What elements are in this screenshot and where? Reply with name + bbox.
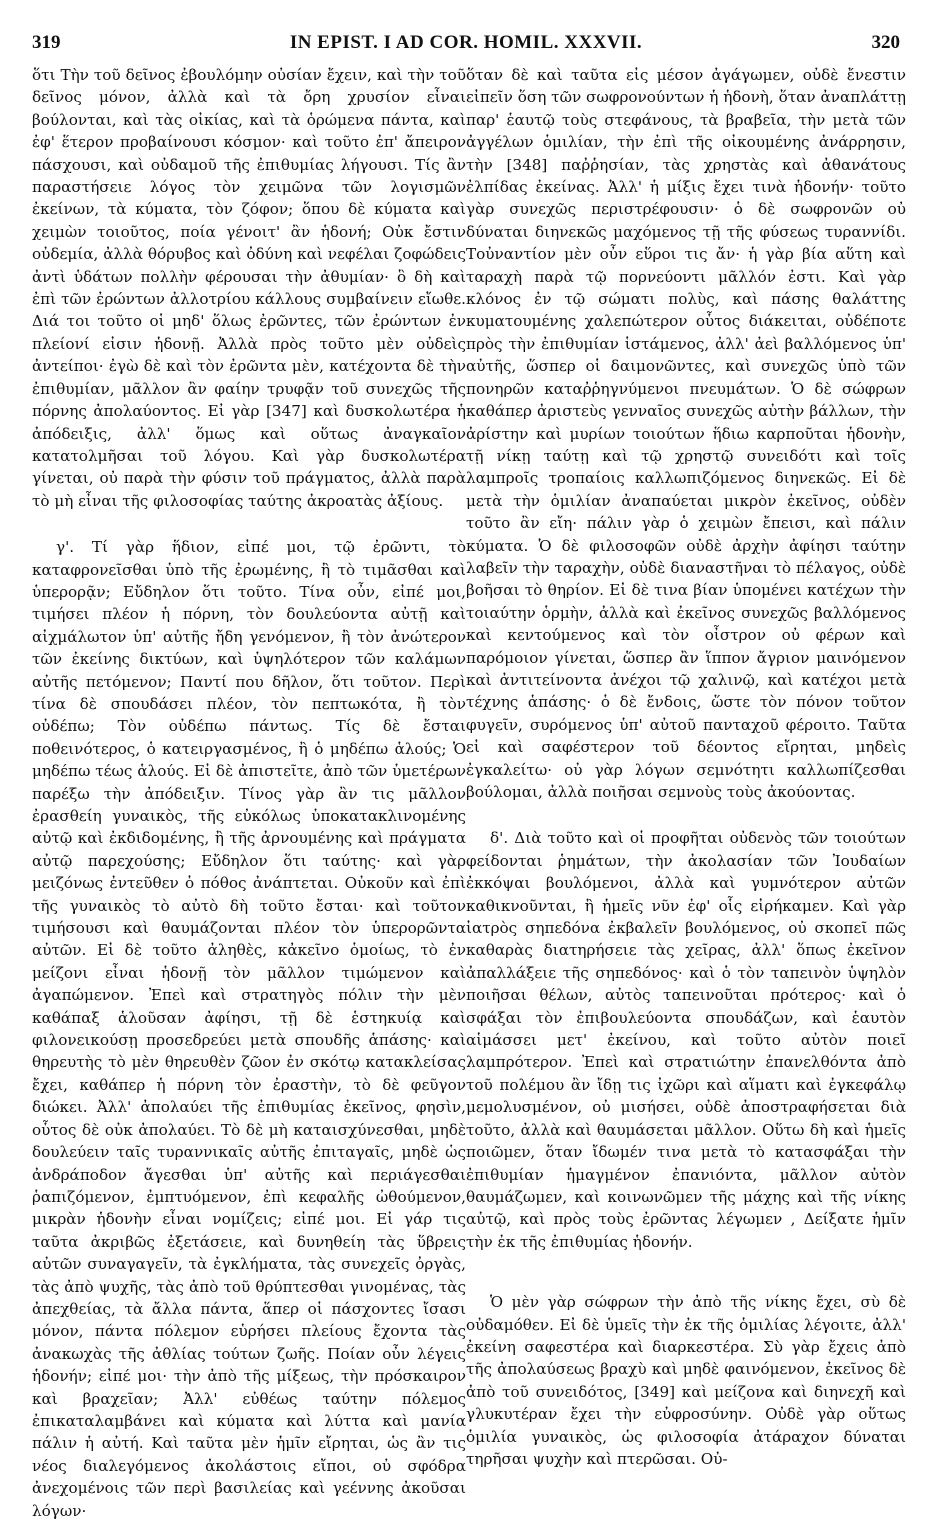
- left-column: [32, 64, 466, 1520]
- paragraph-continuation: ὅταν δὲ καὶ ταῦτα εἰς μέσον ἀγάγωμεν, οὐδὲ ἔνεστιν εἰπεῖν ὅση τῶν σωφρονούντων ἡ ἡδονὴ, ὅταν ἀναπλάττῃ παρ' ἑαυτῷ τοὺς στεφάνους, τὰ βραβεῖα, τὴν μετὰ τῶν ἀγγέλων ὁμιλίαν, τὴν ἐπὶ τῆς οἰκουμένης ἀνάρρησιν, τὴν [348] παῤῥησίαν, τὰς χρηστὰς καὶ ἀθανάτους ἐλπίδας ἐκείνας. Ἀλλ' ἡ μίξις ἔχει τινὰ ἡδονήν· τοῦτο γὰρ συνεχῶς περιστρέφουσιν· ὁ δὲ σωφρονῶν οὐ δύναται διηνεκῶς μαχόμενος τῇ τῆς φύσεως τυραννίδι. Τοὐναντίον μὲν οὖν εὕροι τις ἄν· ἡ γὰρ βία αὕτη καὶ ταραχὴ παρὰ τῷ πορνεύοντι μᾶλλόν ἐστι. Καὶ γὰρ κλόνος ἐν τῷ σώματι πολὺς, καὶ πάσης θαλάττης κυματουμένης χαλεπώτερον οὗτος διάκειται, οὐδέποτε πρὸς τὴν ἐπιθυμίαν ἱστάμενος, ἀλλ' ἀεὶ βαλλόμενος ὑπ' αὐτῆς, ὥσπερ οἱ δαιμονῶντες, καὶ συνεχῶς ὑπὸ τῶν πονηρῶν καταῤῥηγνύμενοι πνευμάτων. Ὁ δὲ σώφρων καθάπερ ἀριστεὺς γενναῖος συνεχῶς αὐτὴν βάλλων, τὴν ἀρίστην καὶ μυρίων τοιούτων ἥδιω καρποῦται ἡδονὴν, τῇ νίκῃ ταύτῃ καὶ τῷ χρηστῷ συνειδότι καὶ τοῖς λαμπροῖς τροπαίοις καλλωπιζόμενος διηνεκῶς. Εἰ δὲ μετὰ τὴν ὁμιλίαν ἀναπαύεται μικρὸν ἐκεῖνος, οὐδὲν τοῦτο ἂν εἴη· πάλιν γὰρ ὁ χειμὼν ἔπεισι, καὶ πάλιν κύματα. Ὁ δὲ φιλοσοφῶν οὐδὲ ἀρχὴν ἀφίησι ταύτην λαβεῖν τὴν ταραχὴν, οὐδὲ διαναστῆναι τὸ πέλαγος, οὐδὲ βοῆσαι τὸ θηρίον. Εἰ δὲ τινα βίαν ὑπομένει κατέχων τὴν τοιαύτην ὁρμὴν, ἀλλὰ καὶ ἐκεῖνος συνεχῶς βαλλόμενος καὶ κεντούμενος καὶ τὸν οἶστρον οὐ φέρων καὶ παρόμοιον γίνεται, ὥσπερ ἂν ἵππον ἄγριον μαινόμενον καὶ ἀντιτείνοντα ἀνέχοι τῷ χαλινῷ, καὶ κατέχοι μετὰ τέχνης ἁπάσης· ὁ δὲ ἔνδοις, ὥστε τὸν πόνον τοῦτον φυγεῖν, συρόμενος ὑπ' αὐτοῦ πανταχοῦ φέροιτο. Ταῦτα εἰ καὶ σαφέστερον τοῦ δέοντος εἴρηται, μηδεὶς ἐγκαλείτω· οὐ γὰρ λόγων σεμνότητι καλλωπίζεσθαι βούλομαι, ἀλλὰ ποιῆσαι σεμνοὺς τοὺς ἀκούοντας.: [466, 66, 906, 801]
- running-header: [32, 32, 900, 58]
- page-number-left: 319: [32, 32, 61, 53]
- paragraph-section-3: γ'. Τί γὰρ ἥδιον, εἰπέ μοι, τῷ ἐρῶντι, τὸ καταφρονεῖσθαι ὑπὸ τῆς ἐρωμένης, ἢ τὸ τιμᾶσθαι καὶ ὑπερορᾷν; Εὔδηλον ὅτι τοῦτο. Τίνα οὖν, εἰπέ μοι, τιμήσει πλέον ἡ πόρνη, τὸν δουλεύοντα αὐτῇ καὶ αἰχμάλωτον ὑπ' αὐτῆς ἤδη γενόμενον, ἢ τὸν ἀνώτερον τῶν ἐκείνης δικτύων, καὶ ὑψηλότερον τῶν καλάμων αὐτῆς πετόμενον; Παντί που δῆλον, ὅτι τοῦτον. Περὶ τίνα δὲ σπουδάσει πλέον, τὸν πεπτωκότα, ἢ τὸν οὐδέπω; Τὸν οὐδέπω πάντως. Τίς δὲ ἔσται ποθεινότερος, ὁ κατειργασμένος, ἢ ὁ μηδέπω ἁλούς; Ὁ μηδέπω τέως ἁλούς. Εἰ δὲ ἀπιστεῖτε, ἀπὸ τῶν ὑμετέρων παρέξω τὴν ἀπόδειξιν. Τίνος γὰρ ἂν τις μᾶλλον ἐρασθείη γυναικὸς, τῆς εὐκόλως ὑποκατακλινομένης αὐτῷ καὶ ἐκδιδομένης, ἢ τῆς ἀρνουμένης καὶ πράγματα αὐτῷ παρεχούσης; Εὔδηλον ὅτι ταύτης· καὶ γὰρ μειζόνως ἐντεῦθεν ὁ πόθος ἀνάπτεται. Οὐκοῦν καὶ ἐπὶ τῆς γυναικὸς τὸ αὐτὸ δὴ τοῦτο ἔσται· καὶ τοῦτον τιμήσουσι καὶ θαυμάζονται πλέον τὸν ὑπερορῶντα αὐτῶν. Εἰ δὲ τοῦτο ἀληθὲς, κἀκεῖνο ὁμοίως, τὸ ἐν μείζονι εἶναι ἡδονῇ τὸν μᾶλλον τιμώμενον καὶ ἀγαπώμενον. Ἐπεὶ καὶ στρατηγὸς πόλιν τὴν μὲν καθάπαξ ἁλοῦσαν ἀφίησι, τῇ δὲ ἑστηκυίᾳ καὶ φιλονεικούσῃ προσεδρεύει μετὰ σπουδῆς ἁπάσης· καὶ θηρευτὴς τὸ μὲν θηρευθὲν ζῶον ἐν σκότῳ κατακλείσας ἔχει, καθάπερ ἡ πόρνη τὸν ἐραστὴν, τὸ δὲ φεῦγον διώκει. Ἀλλ' ἀπολαύει τῆς ἐπιθυμίας ἐκεῖνος, φησὶν, οὗτος δὲ οὐκ ἀπολαύει. Τὸ δὲ μὴ καταισχύνεσθαι, μηδὲ δουλεύειν ταῖς τυραννικαῖς αὐτῆς ἐπιταγαῖς, μηδὲ ὡς ἀνδράποδον ἄγεσθαι ὑπ' αὐτῆς καὶ περιάγεσθαι ῥαπιζόμενον, ἐμπτυόμενον, ἐπὶ κεφαλῆς ὠθούμενον, μικρὰν ἡδονὴν εἶναι νομίζεις; εἰπέ μοι. Εἰ γάρ τις ταῦτα ἀκριβῶς ἐξετάσειε, καὶ δυνηθείη τὰς ὕβρεις αὐτῶν συναγαγεῖν, τὰ ἐγκλήματα, τὰς συνεχεῖς ὀργὰς, τὰς ἀπὸ ψυχῆς, τὰς ἀπὸ τοῦ θρύπτεσθαι γινομένας, τὰς ἀπεχθείας, τὰ ἄλλα πάντα, ἅπερ οἱ πάσχοντες ἴσασι μόνον, πάντα πόλεμον εὑρήσει πλείους ἔχοντα τὰς ἀνακωχὰς τῆς ἀθλίας τούτων ζωῆς. Ποίαν οὖν λέγεις ἡδονήν; εἰπέ μοι· τὴν ἀπὸ τῆς μίξεως, τὴν πρόσκαιρον καὶ βραχεῖαν; Ἀλλ' εὐθέως ταύτην πόλεμος ἐπικαταλαμβάνει καὶ κύματα καὶ λύττα καὶ μανία πάλιν ἡ αὐτή. Καὶ ταῦτα μὲν ἡμῖν εἴρηται, ὡς ἂν τις νέος διαλεγόμενος ἀκολάστοις εἴποι, οὐ σφόδρα ἀνεχομένοις τῶν περὶ βασιλείας καὶ γεέννης ἀκοῦσαι λόγων·: [32, 538, 466, 1520]
- right-column: [466, 64, 906, 1520]
- page-number-right: 320: [871, 32, 900, 53]
- paragraph-continued: ὅτι Τὴν τοῦ δεῖνος ἐβουλόμην οὐσίαν ἔχειν, καὶ τὴν τοῦ δεῖνος μόνον, ἀλλὰ καὶ τὰ ὄρη χρυσίον εἶναι βούλονται, καὶ τὰς οἰκίας, καὶ τὰ ὁρώμενα πάντα, καὶ ἐφ' ἕτερον προβαίνουσι κόσμον· καὶ τοῦτο ἐπ' ἄπειρον πάσχουσι, καὶ οὐδαμοῦ τῆς ἐπιθυμίας λήγουσι. Τίς ἂν παραστήσειε λόγος τὸν χειμῶνα τῶν λογισμῶν ἐκείνων, τὰ κύματα, τὸν ζόφον; ὅπου δὲ κύματα καὶ χειμὼν τοιοῦτος, ποία γένοιτ' ἂν ἡδονή; Οὐκ ἔστιν οὐδεμία, ἀλλὰ θόρυβος καὶ ὀδύνη καὶ νεφέλαι ζοφώδεις ἀντὶ ὑδάτων πολλὴν φέρουσαι τὴν ἀθυμίαν· ὃ δὴ καὶ ἐπὶ τῶν ἐρώντων ἀλλοτρίου κάλλους συμβαίνειν εἴωθε. Διά τοι τοῦτο οἱ μηδ' ὅλως ἐρῶντες, τῶν ἐρώντων ἐν πλείονί εἰσιν ἡδονῇ. Ἀλλὰ πρὸς τοῦτο μὲν οὐδεὶς ἀντείποι· ἐγὼ δὲ καὶ τὸν ἐρῶντα μὲν, κατέχοντα δὲ τὴν ἐπιθυμίαν, μᾶλλον ἂν φαίην τρυφᾷν τοῦ συνεχῶς τῆς πόρνης ἀπολαύοντος. Εἰ γὰρ [347] καὶ δυσκολωτέρα ἡ ἀπόδειξις, ἀλλ' ὅμως καὶ οὕτως ἀναγκαῖον κατατολμῆσαι τοῦ λόγου. Καὶ γὰρ δυσκολωτέρα γίνεται, οὐ παρὰ τὴν φύσιν τοῦ πράγματος, ἀλλὰ παρὰ τὸ μὴ εἶναι τῆς φιλοσοφίας ταύτης ἀκροατὰς ἀξίους.: [32, 66, 466, 510]
- paragraph-closing: Ὁ μὲν γὰρ σώφρων τὴν ἀπὸ τῆς νίκης ἔχει, σὺ δὲ οὐδαμόθεν. Εἰ δὲ ὑμεῖς τὴν ἐκ τῆς ὁμιλίας λέγοιτε, ἀλλ' ἐκείνη σαφεστέρα καὶ διαρκεστέρα. Σὺ γὰρ ἔχεις ἀπὸ τῆς ἀπολαύσεως βραχὺ καὶ μηδὲ φαινόμενον, ἐκεῖνος δὲ ἀπὸ τοῦ συνειδότος, [349] καὶ μείζονα καὶ διηνεχῆ καὶ γλυκυτέραν ἔχει τὴν εὐφροσύνην. Οὐδὲ γὰρ οὕτως ὁμιλία γυναικὸς, ὡς φιλοσοφία ἀτάραχον δύναται τηρῆσαι ψυχὴν καὶ πτερῶσαι. Οὐ-: [466, 1293, 906, 1468]
- paragraph-section-4: δ'. Διὰ τοῦτο καὶ οἱ προφῆται οὐδενὸς τῶν τοιούτων φείδονται ῥημάτων, τὴν ἀκολασίαν τῶν Ἰουδαίων ἐκκόψαι βουλόμενοι, ἀλλὰ καὶ γυμνότερον αὐτῶν καθικνοῦνται, ἢ ἡμεῖς νῦν ἐφ' οἷς εἰρήκαμεν. Καὶ γὰρ ἰατρὸς σηπεδόνα ἐκβαλεῖν βουλόμενος, οὐ σκοπεῖ πῶς καθαρὰς διατηρήσειε τὰς χεῖρας, ἀλλ' ὅπως ἐκεῖνον ἀπαλλάξειε τῆς σηπεδόνος· καὶ ὁ τὸν ταπεινὸν ὑψηλὸν ποιῆσαι θέλων, αὐτὸς ταπεινοῦται πρότερος· καὶ ὁ σφάξαι τὸν ἐπιβουλεύοντα σπουδάζων, καὶ ἑαυτὸν αἱμάσσει μετ' ἐκείνου, καὶ τοῦτο αὐτὸν ποιεῖ λαμπρότερον. Ἐπεὶ καὶ στρατιώτην ἐπανελθόντα ἀπὸ τοῦ πολέμου ἂν ἴδῃ τις ἰχῶρι καὶ αἵματι καὶ ἐγκεφάλῳ μεμολυσμένον, οὐ μισήσει, οὐδὲ ἀποστραφήσεται διὰ τοῦτο, ἀλλὰ καὶ θαυμάσεται μᾶλλον. Οὕτω δὴ καὶ ἡμεῖς ποιῶμεν, ὅταν ἴδωμέν τινα μετὰ τὸ κατασφάξαι τὴν ἐπιθυμίαν ἡμαγμένον ἐπανιόντα, μᾶλλον αὐτὸν θαυμάζωμεν, καὶ κοινωνῶμεν τῆς μάχης καὶ τῆς νίκης αὐτῷ, καὶ πρὸς τοὺς ἐρῶντας λέγωμεν , Δείξατε ἡμῖν τὴν ἐκ τῆς ἐπιθυμίας ἡδονήν.: [466, 829, 906, 1251]
- running-title: IN EPIST. I AD COR. HOMIL. XXXVII.: [289, 32, 643, 53]
